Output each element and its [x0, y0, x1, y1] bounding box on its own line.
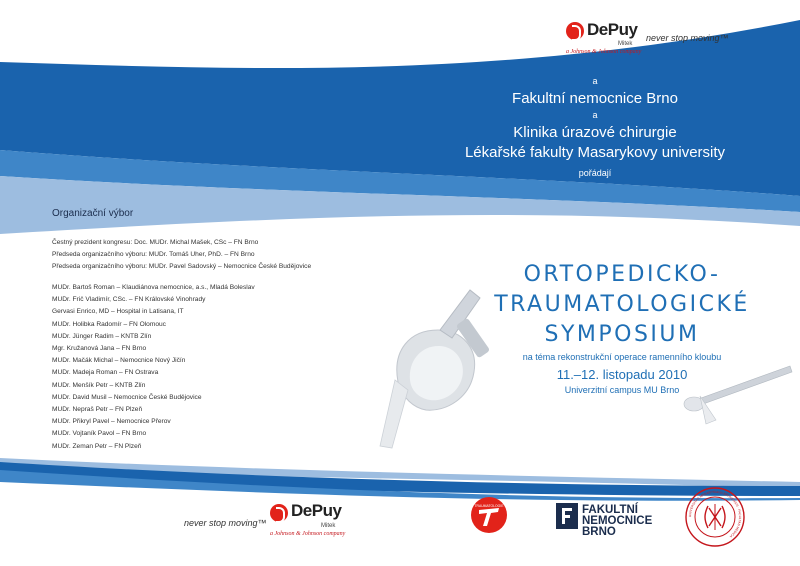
symposium-topic: na téma rekonstrukční operace ramenního kloubu [522, 352, 722, 362]
list-item: MUDr. David Musil – Nemocnice České Budějovice [52, 393, 202, 401]
header-line1: Fakultní nemocnice Brno [512, 90, 678, 107]
list-item: MUDr. Mačák Michal – Nemocnice Nový Jičín [52, 357, 186, 365]
list-item: Předseda organizačního výboru: MUDr. Pavel Sadovský – Nemocnice České Budějovice [52, 263, 312, 271]
depuy-logo-bottom [184, 498, 354, 544]
fn-brno-emblem [556, 503, 578, 529]
fn-line1: FAKULTNÍ [582, 504, 639, 516]
list-item: Předseda organizačního výboru: MUDr. Tomáš Uher, PhD. – FN Brno [52, 251, 255, 259]
depuy-sub: Mitek [321, 523, 336, 529]
committee-members [52, 282, 255, 453]
header-line2: Klinika úrazové chirurgie [513, 124, 677, 141]
list-item: Čestný prezident kongresu: Doc. MUDr. Michal Mašek, CSc – FN Brno [52, 239, 259, 246]
depuy-mark-icon [566, 22, 584, 40]
traumatology-logo [470, 496, 508, 534]
symposium-title-2: TRAUMATOLOGICKÉ [494, 292, 750, 317]
symposium-venue: Univerzitní campus MU Brno [564, 385, 680, 395]
list-item: MUDr. Jünger Radim – KNTB Zlín [52, 332, 152, 340]
list-item: Gervasi Enrico, MD – Hospital in Latisana, IT [52, 308, 184, 316]
depuy-sub: Mitek [618, 41, 633, 47]
tagline: never stop moving™ [646, 33, 729, 43]
symposium-title-3: SYMPOSIUM [544, 322, 700, 347]
depuy-wordmark: DePuy [587, 20, 638, 39]
list-item: MUDr. Přikryl Pavel – Nemocnice Přerov [52, 418, 171, 426]
symposium-dates: 11.–12. listopadu 2010 [556, 367, 688, 382]
list-item: Mgr. Kružanová Jana – FN Brno [52, 345, 147, 353]
committee-title: Organizační výbor [52, 208, 134, 219]
seal-ring-text: UNIVERSITAS MASARYKIANA BRUNENSIS · FACULTAS MEDICA [687, 489, 743, 539]
header-a2: a [592, 110, 598, 120]
header-poradaji: pořádají [578, 168, 612, 178]
masaryk-university-seal [684, 486, 746, 548]
list-item: MUDr. Menšík Petr – KNTB Zlín [52, 381, 146, 389]
list-item: MUDr. Frič Vladimír, CSc. – FN Královské Vinohrady [52, 296, 206, 304]
trauma-logo-text: TRAUMATOLOGIE [474, 504, 504, 508]
header-a1: a [592, 76, 598, 86]
depuy-logo-top [566, 20, 729, 60]
jj-line: a Johnson & Johnson company [270, 531, 346, 537]
fn-line3: BRNO [582, 526, 616, 538]
symposium-title-1: ORTOPEDICKO- [523, 262, 721, 287]
jj-line: a Johnson & Johnson company [566, 49, 642, 55]
fn-line2: NEMOCNICE [582, 515, 653, 527]
list-item: MUDr. Zeman Petr – FN Plzeň [52, 442, 142, 450]
list-item: MUDr. Vojtaník Pavol – FN Brno [52, 430, 147, 438]
header-line3: Lékařské fakulty Masarykovy university [464, 144, 726, 161]
depuy-wordmark: DePuy [291, 501, 342, 520]
list-item: MUDr. Holibka Radomír – FN Olomouc [52, 320, 166, 328]
tagline: never stop moving™ [184, 518, 267, 528]
list-item: MUDr. Nepraš Petr – FN Plzeň [52, 406, 143, 414]
list-item: MUDr. Bartoš Roman – Klaudiánova nemocnice, a.s., Mladá Boleslav [52, 284, 255, 291]
depuy-mark-icon [270, 504, 288, 522]
list-item: MUDr. Madeja Roman – FN Ostrava [52, 369, 159, 377]
committee-leaders [52, 237, 311, 274]
fn-brno-text [582, 505, 652, 538]
